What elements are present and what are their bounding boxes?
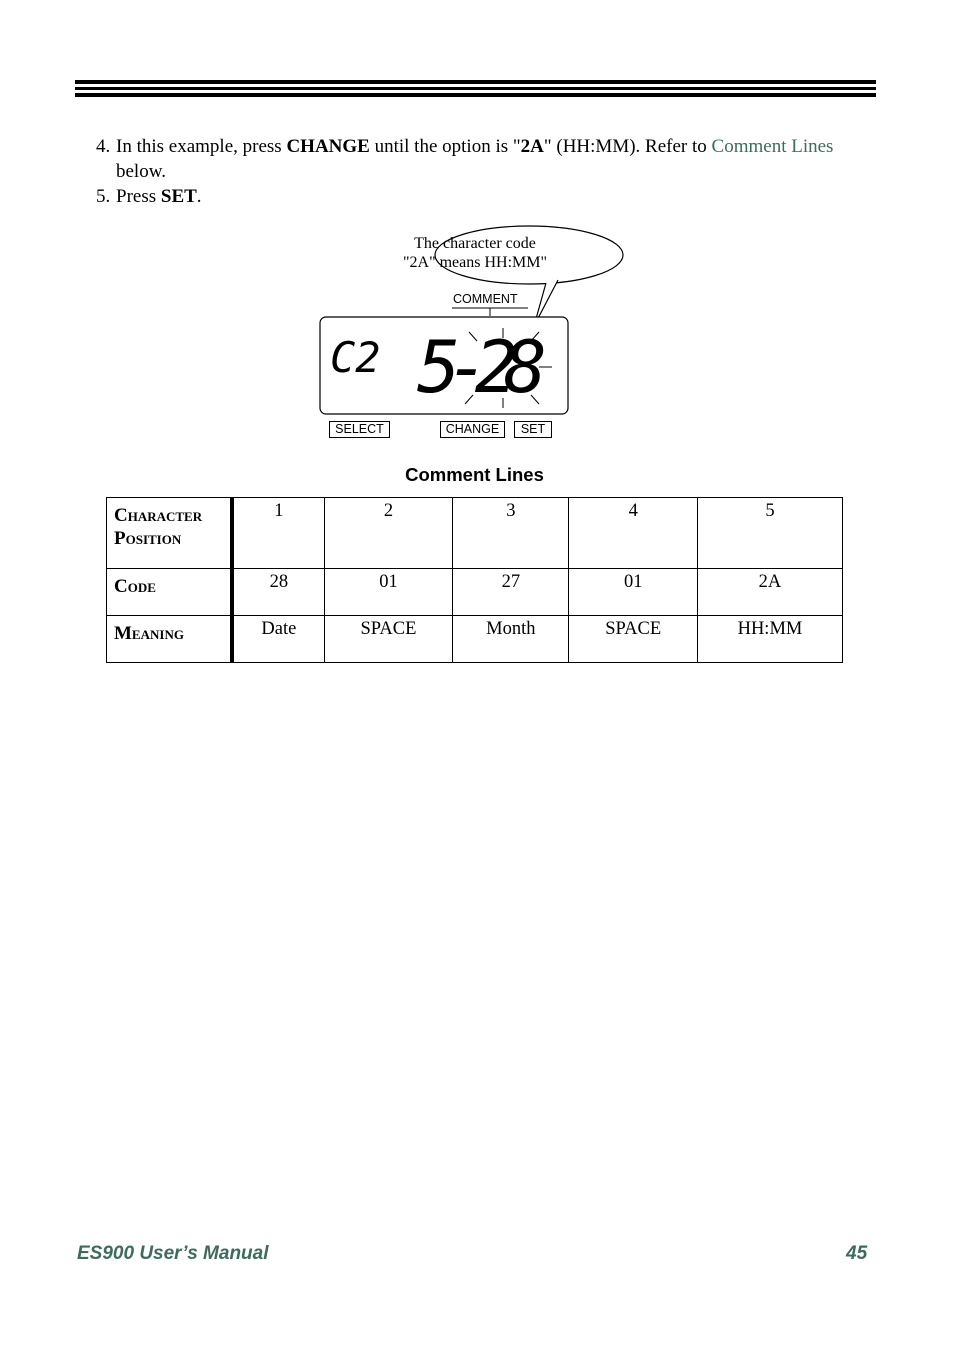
- comment-indicator-label: COMMENT: [453, 292, 518, 306]
- change-button[interactable]: CHANGE: [440, 421, 505, 438]
- header-rule: [75, 80, 876, 98]
- row-header: Character Position: [107, 498, 233, 569]
- change-keyword: CHANGE: [286, 136, 370, 157]
- table-cell: Date: [232, 616, 324, 663]
- table-row: [107, 616, 843, 663]
- table-cell: SPACE: [569, 616, 697, 663]
- table-cell: 3: [453, 498, 569, 569]
- table-row: [107, 498, 843, 569]
- bubble-text-line-2: "2A" means HH:MM": [402, 254, 548, 271]
- table-cell: 01: [324, 569, 452, 616]
- table-caption: Comment Lines: [405, 464, 544, 485]
- table-cell: 01: [569, 569, 697, 616]
- set-keyword: SET: [160, 186, 197, 207]
- table-cell: 1: [232, 498, 324, 569]
- display-date-value: 5-28: [417, 325, 547, 409]
- select-button[interactable]: SELECT: [329, 421, 390, 438]
- row-header: Code: [107, 569, 233, 616]
- bubble-text-line-1: The character code: [414, 235, 536, 252]
- table-cell: 5: [697, 498, 842, 569]
- table-cell: HH:MM: [697, 616, 842, 663]
- table-cell: 27: [453, 569, 569, 616]
- table-cell: 2A: [697, 569, 842, 616]
- table-cell: 4: [569, 498, 697, 569]
- display-mode-code: C2: [330, 333, 381, 382]
- code-keyword: 2A: [520, 136, 544, 157]
- table-cell: 28: [232, 569, 324, 616]
- step-5: 5. Press SET.: [96, 186, 202, 207]
- table-row: [107, 569, 843, 616]
- set-button[interactable]: SET: [514, 421, 552, 438]
- table-cell: SPACE: [324, 616, 452, 663]
- row-header: Meaning: [107, 616, 233, 663]
- table-cell: Month: [453, 616, 569, 663]
- comment-lines-link[interactable]: Comment Lines: [711, 136, 834, 157]
- footer-page-number: 45: [846, 1243, 868, 1264]
- table-cell: 2: [324, 498, 452, 569]
- comment-lines-table: [106, 497, 843, 663]
- step-number: 5.: [96, 186, 111, 207]
- lcd-display-figure: [310, 222, 640, 444]
- instruction-steps: [96, 134, 886, 209]
- step-number: 4.: [96, 136, 111, 157]
- step-4: 4. In this example, press CHANGE until the option is "2A" (HH:MM). Refer to Comment Lines below.: [96, 136, 834, 182]
- footer-manual-title: ES900 User’s Manual: [77, 1243, 269, 1264]
